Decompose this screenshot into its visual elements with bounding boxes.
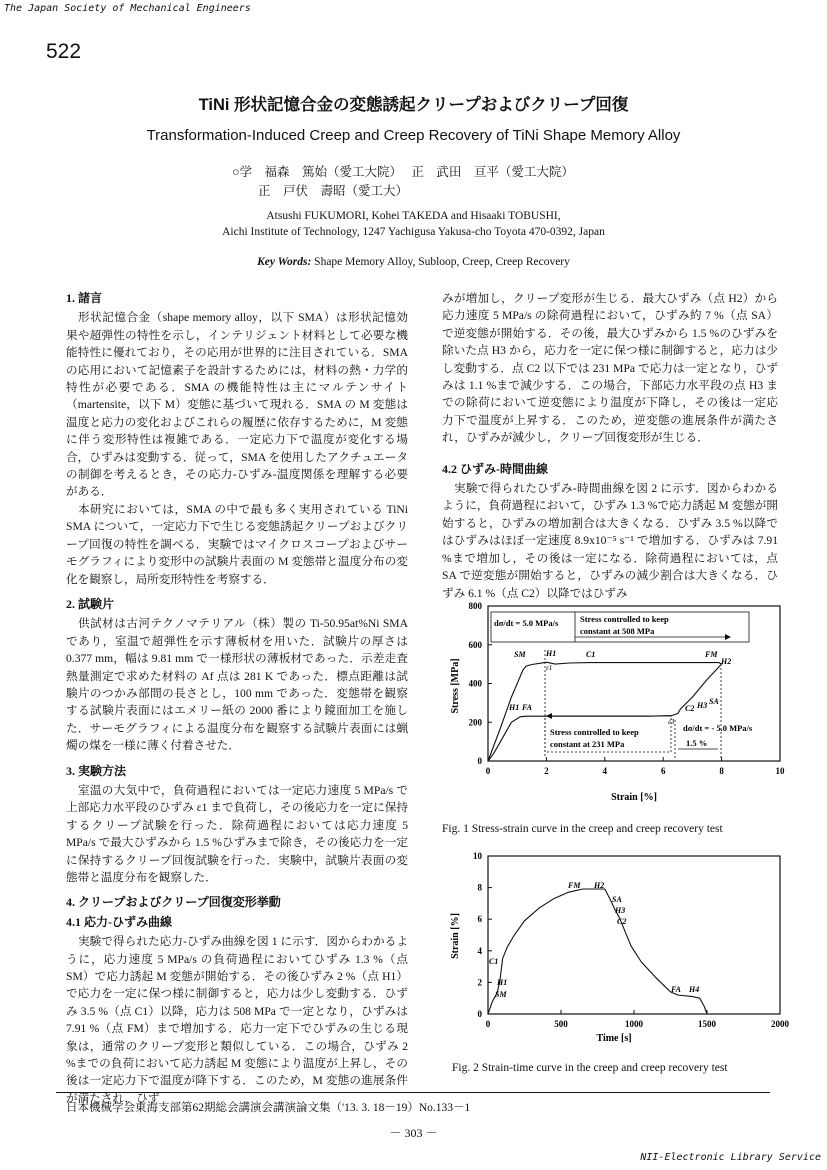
right-column [442,282,778,602]
figure-2-chart [440,848,800,1048]
fig1-label-h1: H1 [546,649,557,658]
fig2-label-h2: H2 [594,881,605,890]
fig2-label-c1: C1 [489,957,499,966]
x-tick-label: 1000 [625,1019,643,1029]
figure-2-caption: Fig. 2 Strain-time curve in the creep and creep recovery test [452,1062,728,1074]
section-41-title: 4.1 応力-ひずみ曲線 [66,914,172,929]
section-2-body: 供試材は古河テクノマテリアル（株）製の Ti-50.95at%Ni SMA であり，室温で超弾性を示す薄板材を用いた．試験片の厚さは 0.377 mm，幅は 9.81 mm で一様形状の薄板材であった．示差走査熱量測定で求めた材料の Af 点は 281 K であった．標点距離は試験片のつかみ部間の長さとし，100 mm であった．変態帯を観察する試験片表面にはエメリー紙の 2000 番により鏡面加工を施した．サーモグラフィによる温度分布を観察する試験片表面には蝋燭の煤を一様に薄く付着させた． [66,617,408,753]
affiliation: Aichi Institute of Technology, 1247 Yachigusa Yakusa-cho Toyota 470-0392, Japan [222,226,605,238]
section-1-body2: 本研究においては，SMA の中で最も多く実用されている TiNi SMA について，一定応力下で生じる変態誘起クリープおよびクリープ回復の特性を調べる．実験ではマイクロスコープおよびサーモグラフィにより変形中の試験片表面の M 変態帯と温度分布の変化を観察し，局所変形特性を考察する． [66,502,408,586]
x-tick-label: 4 [602,766,608,776]
authors-en: Atsushi FUKUMORI, Kohei TAKEDA and Hisaaki TOBUSHI, [266,210,561,222]
y-tick-label: 0 [477,756,482,766]
fig1-label-fm: FM [705,650,718,659]
x-tick-label: 10 [775,766,785,776]
fig1-label-sm: SM [514,650,526,659]
x-tick-label: 1500 [698,1019,716,1029]
y-tick-label: 4 [477,945,482,956]
x-tick-label: 2000 [771,1019,789,1029]
section-42-title: 4.2 ひずみ-時間曲線 [442,461,548,476]
fig1-annot-lower-1: Stress controlled to keep [550,727,639,737]
figure-1-chart [440,598,800,808]
society-header: The Japan Society of Mechanical Engineers [4,3,251,14]
footer-page-number: － 303 － [389,1126,438,1140]
fig1-ylabel: Stress [MPa] [450,658,461,714]
footer-service: NII-Electronic Library Service [640,1152,821,1163]
footer-rule [56,1092,770,1093]
section-1-title: 1. 諸言 [66,291,103,305]
y-tick-label: 6 [477,914,482,925]
fig2-y-ticks [473,851,492,1019]
fig1-x-ticks [486,757,785,776]
section-1-body: 形状記憶合金（shape memory alloy，以下 SMA）は形状記憶効果や超弾性の特性を示し，インテリジェント材料として必要な機能特性に優れており，その応用が世界的に注目されている．SMA の応用において記憶素子を設計するためには，材料の熱・力学的特性が必要である．SMA の機能特性は主にマルテンサイト（martensite，以下 M）変態に基づいて現れる．SMA の M 変態は温度と応力の変化およびこれらの履歴に依存するために，M 変態に伴う変形特性は複雑である．一定応力下で温度が変化する場合，ひずみは変動する．従って，SMA を使用したアクチュエータの制御を考えるとき，その応力-ひずみ-温度関係を理解する必要がある． [66,311,408,499]
x-tick-label: 0 [485,766,491,776]
fig2-label-c2: C2 [617,917,627,926]
fig2-x-ticks [486,1010,790,1029]
fig1-annot-rate-unload: dσ/dt = - 5.0 MPa/s [683,723,753,733]
fig2-label-sa: SA [612,895,622,904]
fig2-curve [488,889,707,1014]
fig2-label-fa: FA [671,985,681,994]
fig2-label-h4: H4 [689,985,700,994]
authors-jp-line2: 正 戸伏 壽昭（愛工大） [258,184,409,198]
fig2-label-sm: SM [495,990,507,999]
fig1-label-c2: C2 [685,704,695,713]
section-4-title: 4. クリープおよびクリープ回復変形挙動 [66,895,281,910]
x-tick-label: 6 [660,766,666,776]
x-tick-label: 2 [544,766,549,776]
fig2-xlabel: Time [s] [596,1033,632,1044]
authors-jp-line1: ○学 福森 篤始（愛工大院） 正 武田 亘平（愛工大院） [232,165,574,179]
fig1-annot-rate-load: dσ/dt = 5.0 MPa/s [494,618,559,628]
title-en: Transformation-Induced Creep and Creep Recovery of TiNi Shape Memory Alloy [146,127,681,144]
fig1-label-h1-lower: H1 [509,703,520,712]
section-42-body: 実験で得られたひずみ-時間曲線を図 2 に示す．図からわかるように，負荷過程において，ひずみ 1.3 %で応力誘起 M 変態が開始すると，ひずみの増加割合は大きくなる．ひずみ 3.5 %以降ではひずみはほぼ一定速度 8.9x10⁻⁵ s⁻¹ で増加する．ひずみは 7.91 %まで増加し，その後は一定になる．除荷過程においては，点 SA で逆変態が開始すると，ひずみの減少割合は大きくなる．ひずみ 6.1 %（点 C2）以降ではひずみ [442,482,778,600]
fig1-label-e1: ε1 [546,664,553,672]
y-tick-label: 600 [468,639,482,650]
keywords-text: Shape Memory Alloy, Subloop, Creep, Creep Recovery [314,256,570,268]
fig2-frame [488,856,780,1014]
left-column [66,282,408,1107]
section-3-title: 3. 実験方法 [66,763,127,778]
fig1-label-fa: FA [522,703,532,712]
fig2-label-h3: H3 [615,906,626,915]
fig2-ylabel: Strain [%] [450,913,461,959]
y-tick-label: 200 [468,717,482,728]
fig1-xlabel: Strain [%] [611,792,657,803]
keywords [0,256,827,268]
fig1-label-h2: H2 [721,657,732,666]
section-3-body: 室温の大気中で，負荷過程においては一定応力速度 5 MPa/s で上部応力水平段のひずみ ε1 まで負荷し，その後応力を一定に保持するクリープ試験を行った．除荷過程においては応力速度 5 MPa/s で最大ひずみから 1.5 %ひずみまで除き，その後応力を一定に保持するクリープ回復試験を行った．実験中，試験片表面の変態帯と温度分布を観察した． [66,783,408,884]
fig1-lower-arrow-head [546,713,552,719]
fig1-annot-upper-1: Stress controlled to keep [580,614,669,624]
fig1-upper-arrow-head [725,634,731,640]
y-tick-label: 2 [477,977,482,988]
footer-proceedings: 日本機械学会東海支部第62期総会講演会講演論文集（'13. 3. 18－19）No.133－1 [66,1102,471,1114]
title-jp: TiNi 形状記憶合金の変態誘起クリープおよびクリープ回復 [198,96,629,114]
fig1-annot-15: 1.5 % [686,738,708,748]
y-tick-label: 0 [477,1009,482,1019]
x-tick-label: 500 [554,1019,568,1029]
keywords-label: Key Words: [257,256,312,268]
fig1-annot-upper-2: constant at 508 MPa [580,626,655,636]
fig1-label-sa: SA [709,697,719,706]
fig1-annot-lower-2: constant at 231 MPa [550,739,625,749]
section-41-continued: みが増加し，クリープ変形が生じる．最大ひずみ（点 H2）から応力速度 5 MPa/s の除荷過程において，ひずみ約 7 %（点 SA）で逆変態が開始する．その後，最大ひずみから 1.5 %のひずみを除いた点 H3 から，応力を一定に保つ様に制御すると，応力は少し変動する．点 C2 以下では 231 MPa で応力は一定となり，ひずみは 1.1 %まで減少する．この場合，下部応力水平段の点 H3 までの除荷において逆変態により温度が下降し，その後は一定応力下で温度が上昇する．このため，逆変態の進展条件が満たされ，ひずみが減少し，クリープ回復変形が生じる． [442,292,778,445]
fig1-label-c1: C1 [586,650,596,659]
y-tick-label: 10 [473,851,482,861]
figure-1-caption: Fig. 1 Stress-strain curve in the creep and creep recovery test [442,823,723,835]
paper-number: 522 [46,40,82,63]
y-tick-label: 800 [468,601,482,611]
fig2-label-h1: H1 [497,978,508,987]
fig1-label-h3: H3 [697,701,708,710]
fig2-label-fm: FM [568,881,581,890]
section-2-title: 2. 試験片 [66,596,115,611]
fig1-label-e3: ε3 [668,718,675,726]
section-41-body: 実験で得られた応力-ひずみ曲線を図 1 に示す．図からわかるように，応力速度 5 MPa/s の負荷過程においてひずみ 1.3 %（点 SM）で応力誘起 M 変態が開始する．その後ひずみ 2 %（点 H1）で応力を一定に保つ様に制御すると，応力は少し変動する．ひずみ 3.5 %（点 C1）以降，応力は 508 MPa で一定となり，ひずみは 7.91 %（点 FM）まで増加する．応力一定下でひずみの生じる現象は，通常のクリープ変形と類似している．この場合，ひずみ 2 %までの負荷において応力誘起 M 変態により温度が上昇し，その後は一定応力下で温度が降下する．このため，M 変態の進展条件が満たされ，ひず [66,935,408,1105]
y-tick-label: 400 [468,678,482,689]
x-tick-label: 0 [485,1019,491,1029]
x-tick-label: 8 [719,766,724,776]
y-tick-label: 8 [477,882,482,893]
